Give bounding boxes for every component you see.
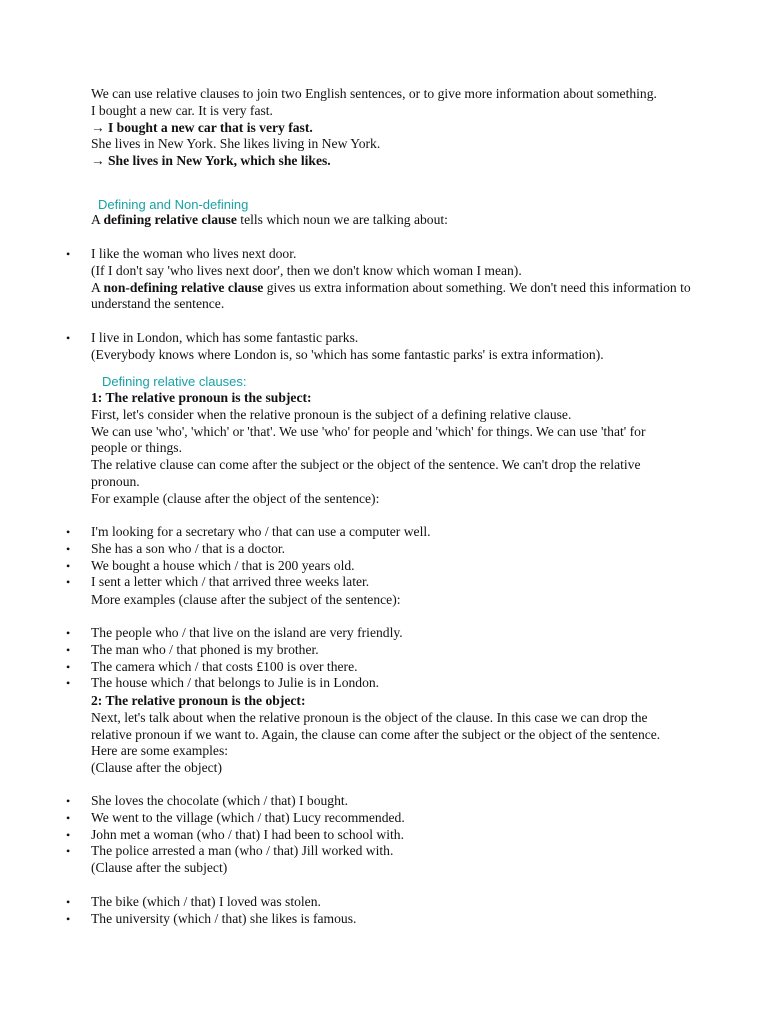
defining-definition xyxy=(91,212,681,229)
term-defining: defining relative clause xyxy=(103,212,237,227)
list-item-text: I like the woman who lives next door. xyxy=(91,246,297,261)
list-item: • She loves the chocolate (which / that) I bought. xyxy=(91,793,691,810)
paragraph: (Clause after the object) xyxy=(91,760,222,776)
list-item: • The police arrested a man (who / that) Jill worked with. xyxy=(91,843,691,860)
paragraph: The relative clause can come after the subject or the object of the sentence. We can't drop the relative pronoun. xyxy=(91,457,641,489)
text: A xyxy=(91,212,104,227)
subject-object-list xyxy=(91,524,691,591)
text: A xyxy=(91,279,104,295)
text: gives us extra information about something. We don't need this information to understand the sentence. xyxy=(91,279,691,312)
section-heading-defining-clauses: Defining relative clauses: xyxy=(102,374,247,389)
more-examples xyxy=(91,592,681,609)
list-item-text: I live in London, which has some fantastic parks. xyxy=(91,330,359,345)
intro-paragraph: We can use relative clauses to join two English sentences, or to give more information about something. xyxy=(91,86,657,101)
section-heading-defining-nondefining: Defining and Non-defining xyxy=(98,197,249,212)
object-object-list xyxy=(91,793,691,860)
list-item: • I sent a letter which / that arrived three weeks later. xyxy=(91,574,691,591)
list-item: • I'm looking for a secretary who / that can use a computer well. xyxy=(91,524,691,541)
intro-block xyxy=(91,86,681,170)
list-item-note: (Everybody knows where London is, so 'which has some fantastic parks' is extra information). xyxy=(91,346,604,362)
paragraph: For example (clause after the object of the sentence): xyxy=(91,490,380,506)
object-section xyxy=(91,693,681,777)
example-sentence: I bought a new car. It is very fast. xyxy=(91,102,273,118)
list-item: • She has a son who / that is a doctor. xyxy=(91,541,691,558)
list-item: • John met a woman (who / that) I had been to school with. xyxy=(91,827,691,844)
list-item: • We went to the village (which / that) Lucy recommended. xyxy=(91,810,691,827)
list-item: • The bike (which / that) I loved was stolen. xyxy=(91,894,691,911)
paragraph: We can use 'who', 'which' or 'that'. We use 'who' for people and 'which' for things. We can use 'that' for people or things. xyxy=(91,423,646,456)
list-item xyxy=(91,246,691,313)
defining-example-list xyxy=(91,246,691,313)
defining-intro xyxy=(91,212,681,229)
text: tells which noun we are talking about: xyxy=(236,212,448,227)
subsection-title: 1: The relative pronoun is the subject: xyxy=(91,390,312,405)
paragraph: First, let's consider when the relative pronoun is the subject of a defining relative clause. xyxy=(91,406,572,422)
clause-after-subject xyxy=(91,860,681,877)
example-sentence: She lives in New York. She likes living in New York. xyxy=(91,136,381,152)
paragraph: More examples (clause after the subject of the sentence): xyxy=(91,592,401,607)
term-nondefining: non-defining relative clause xyxy=(103,279,264,295)
nondefining-example-list xyxy=(91,330,691,364)
paragraph: Next, let's talk about when the relative pronoun is the object of the clause. In this case we can drop the relative pronoun if we want to. Again, the clause can come after the subject or the object of the sentence. Here are some examples: xyxy=(91,709,661,759)
list-item: • The camera which / that costs £100 is over there. xyxy=(91,659,691,676)
example-result: → I bought a new car that is very fast. xyxy=(91,119,313,135)
subsection-title: 2: The relative pronoun is the object: xyxy=(91,693,306,708)
subject-subject-list xyxy=(91,625,691,692)
list-item: • The people who / that live on the island are very friendly. xyxy=(91,625,691,642)
list-item: • We bought a house which / that is 200 years old. xyxy=(91,558,691,575)
example-result: → She lives in New York, which she likes. xyxy=(91,153,331,169)
list-item-note: (If I don't say 'who lives next door', then we don't know which woman I mean). xyxy=(91,262,522,278)
object-subject-list xyxy=(91,894,691,928)
list-item: • The house which / that belongs to Julie is in London. xyxy=(91,675,691,692)
subject-section xyxy=(91,390,681,508)
paragraph: (Clause after the subject) xyxy=(91,860,228,875)
list-item: • The university (which / that) she likes is famous. xyxy=(91,911,691,928)
list-item xyxy=(91,330,691,364)
list-item: • The man who / that phoned is my brother. xyxy=(91,642,691,659)
